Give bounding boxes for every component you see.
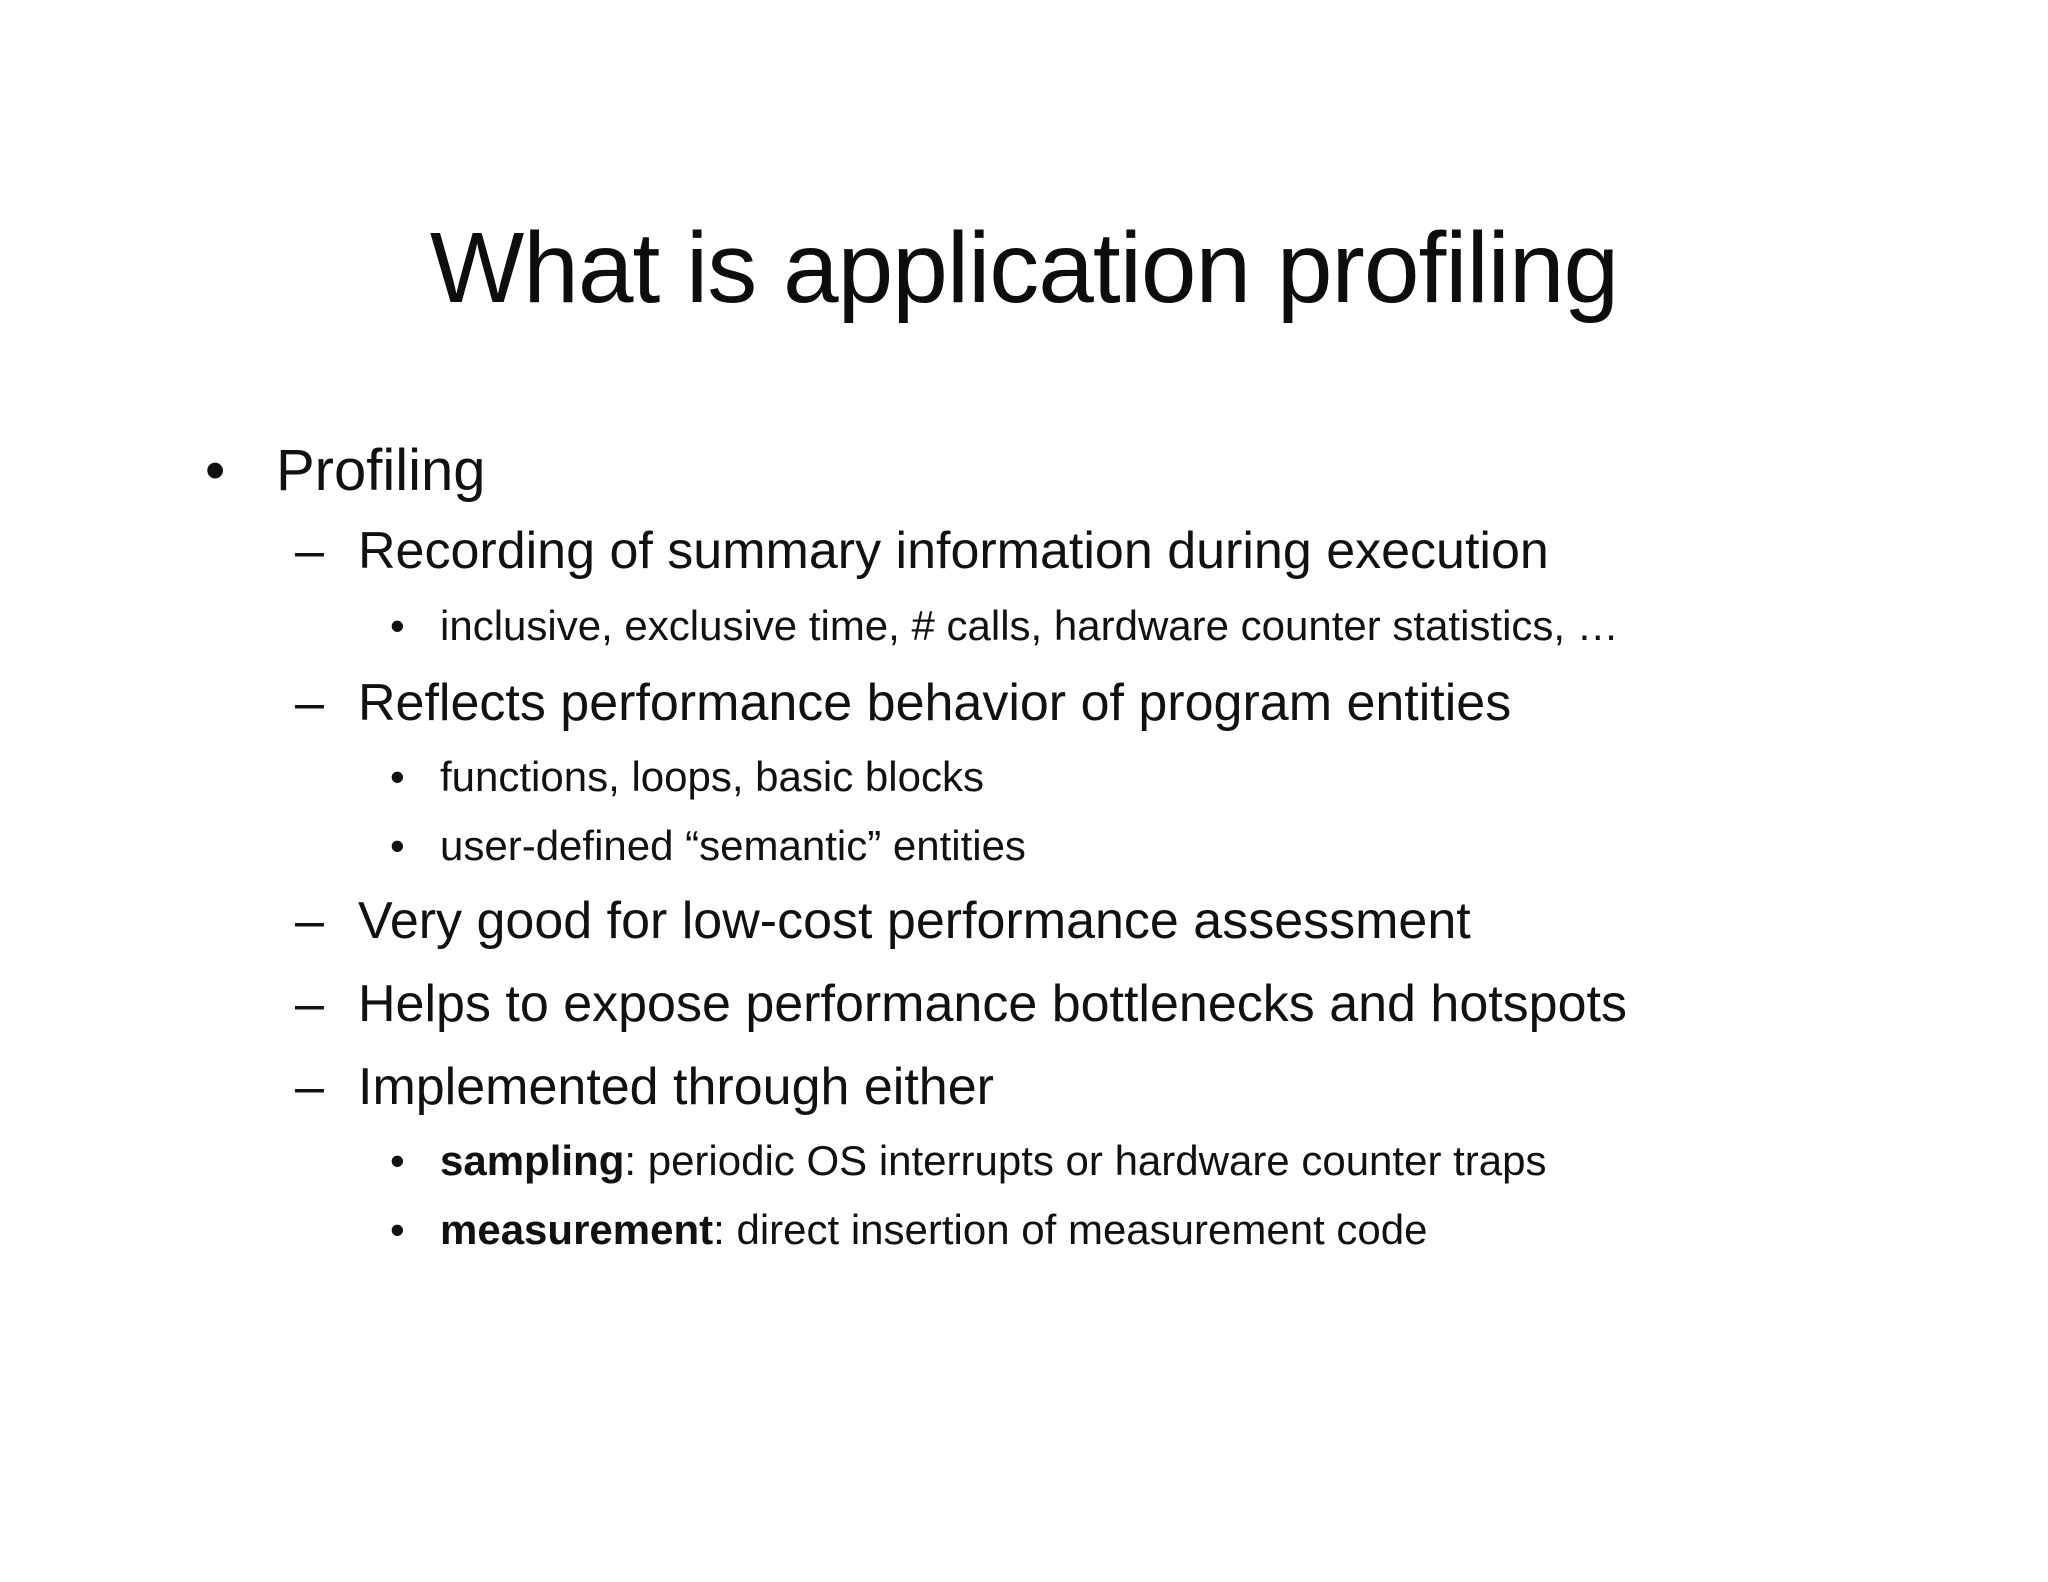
bullet-marker: •	[390, 822, 405, 869]
term-sampling: sampling	[440, 1137, 625, 1184]
subsubitem-inclusive-exclusive: inclusive, exclusive time, # calls, hardware counter statistics, …	[440, 602, 1619, 649]
bullet-marker: •	[390, 753, 405, 800]
subitem-reflects: Reflects performance behavior of program entities	[358, 674, 1512, 732]
subitem-implemented: Implemented through either	[358, 1058, 994, 1116]
subitem-very-good: Very good for low-cost performance assessment	[358, 892, 1471, 950]
subitem-helps: Helps to expose performance bottlenecks and hotspots	[358, 975, 1627, 1033]
bullet-marker: •	[390, 1206, 405, 1253]
subsubitem-functions: functions, loops, basic blocks	[440, 753, 984, 800]
bullet-marker: •	[205, 438, 226, 503]
dash-marker: –	[295, 1058, 324, 1116]
subsubitem-user-defined: user-defined “semantic” entities	[440, 822, 1026, 869]
bullet-marker: •	[390, 602, 405, 649]
bullet-item-profiling: Profiling	[276, 438, 486, 503]
subitem-recording: Recording of summary information during execution	[358, 522, 1549, 580]
dash-marker: –	[295, 892, 324, 950]
term-measurement: measurement	[440, 1206, 714, 1253]
sampling-description: : periodic OS interrupts or hardware counter traps	[624, 1137, 1547, 1184]
dash-marker: –	[295, 674, 324, 732]
dash-marker: –	[295, 975, 324, 1033]
slide-title: What is application profiling	[429, 212, 1619, 324]
subsubitem-measurement	[440, 1205, 1427, 1255]
bullet-marker: •	[390, 1137, 405, 1184]
dash-marker: –	[295, 522, 324, 580]
measurement-description: : direct insertion of measurement code	[713, 1206, 1428, 1253]
subsubitem-sampling	[440, 1136, 1546, 1186]
